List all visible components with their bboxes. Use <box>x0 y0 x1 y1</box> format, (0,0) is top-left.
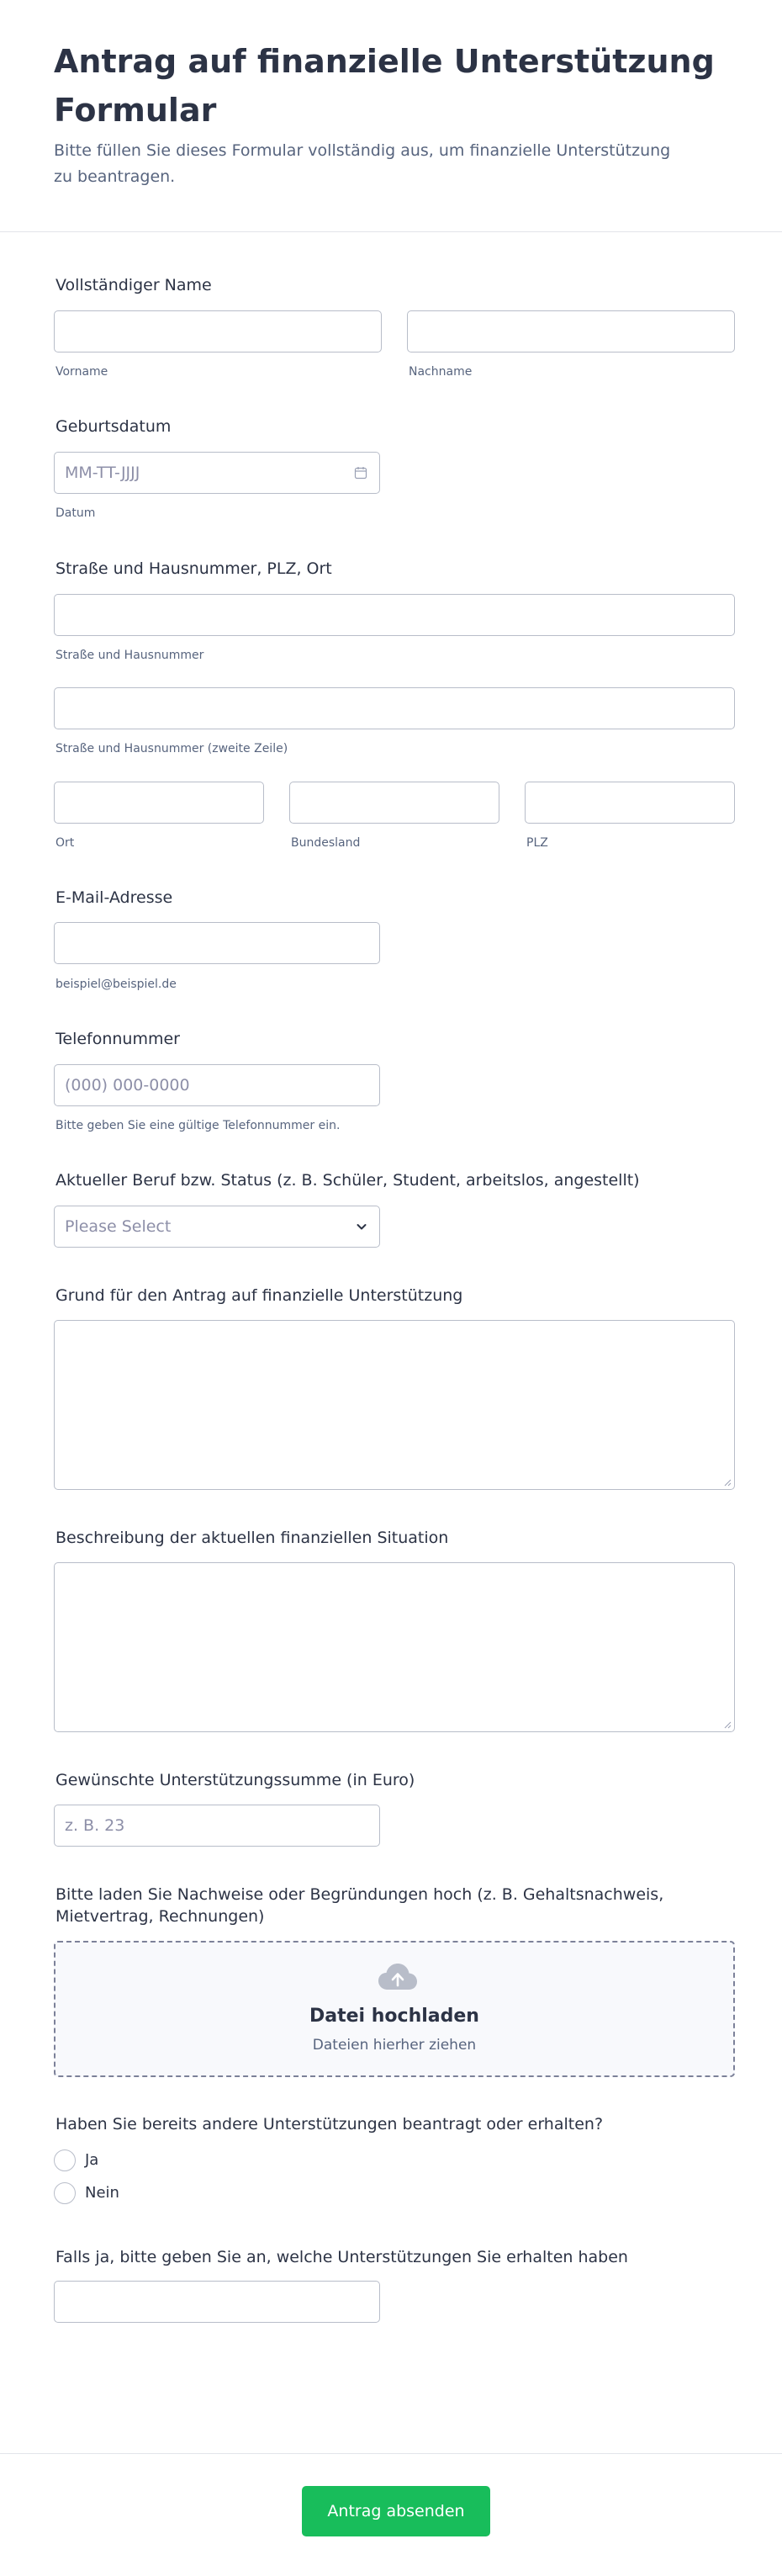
reason-textarea[interactable] <box>54 1320 735 1490</box>
amount-label: Gewünschte Unterstützungssumme (in Euro) <box>55 1771 415 1789</box>
state-input[interactable] <box>289 782 499 824</box>
city-input[interactable] <box>54 782 264 824</box>
amount-input[interactable] <box>54 1805 380 1847</box>
last-name-input[interactable] <box>407 310 735 352</box>
upload-title: Datei hochladen <box>309 2006 479 2027</box>
first-name-sublabel: Vorname <box>55 365 108 379</box>
upload-label: Bitte laden Sie Nachweise oder Begründungen hoch (z. B. Gehaltsnachweis, Mietvertrag, Rechnungen) <box>55 1885 664 1926</box>
file-upload-dropzone[interactable] <box>54 1941 735 2077</box>
upload-subtitle: Dateien hierher ziehen <box>312 2037 477 2054</box>
radio-nein-label[interactable]: Nein <box>85 2184 119 2202</box>
city-sublabel: Ort <box>55 836 75 850</box>
email-sublabel: beispiel@beispiel.de <box>55 978 177 991</box>
form-header <box>0 0 782 232</box>
zip-input[interactable] <box>525 782 735 824</box>
amount-placeholder: z. B. 23 <box>65 1816 125 1835</box>
street-input[interactable] <box>54 594 735 636</box>
first-name-input[interactable] <box>54 310 382 352</box>
situation-label: Beschreibung der aktuellen finanziellen Situation <box>55 1529 449 1547</box>
occupation-selected-value: Please Select <box>65 1217 172 1236</box>
street2-input[interactable] <box>54 687 735 729</box>
full-name-label: Vollständiger Name <box>55 276 212 294</box>
other-support-details-label: Falls ja, bitte geben Sie an, welche Unterstützungen Sie erhalten haben <box>55 2248 628 2266</box>
phone-placeholder: (000) 000-0000 <box>65 1076 190 1095</box>
resize-handle-icon[interactable] <box>723 1720 732 1729</box>
calendar-icon[interactable] <box>354 466 367 480</box>
birth-date-placeholder: MM-TT-JJJJ <box>65 464 140 482</box>
chevron-down-icon <box>356 1221 367 1232</box>
reason-label: Grund für den Antrag auf finanzielle Unterstützung <box>55 1286 463 1305</box>
address-label: Straße und Hausnummer, PLZ, Ort <box>55 559 332 578</box>
state-sublabel: Bundesland <box>291 836 361 850</box>
zip-sublabel: PLZ <box>526 836 548 850</box>
email-label: E-Mail-Adresse <box>55 888 173 907</box>
page-title: Antrag auf finanzielle Unterstützung Formular <box>54 43 715 129</box>
occupation-select[interactable] <box>54 1206 380 1248</box>
radio-nein[interactable] <box>54 2182 76 2204</box>
page-subtitle: Bitte füllen Sie dieses Formular vollständig aus, um finanzielle Unterstützung zu beantragen. <box>54 141 671 186</box>
phone-input[interactable] <box>54 1064 380 1106</box>
submit-button[interactable]: Antrag absenden <box>302 2486 490 2536</box>
birth-date-sublabel: Datum <box>55 506 96 520</box>
birth-date-label: Geburtsdatum <box>55 417 172 436</box>
cloud-upload-icon <box>378 1963 418 1991</box>
form-footer <box>0 2453 782 2576</box>
radio-ja-label[interactable]: Ja <box>85 2151 99 2169</box>
street-sublabel: Straße und Hausnummer <box>55 649 204 662</box>
phone-label: Telefonnummer <box>55 1030 180 1048</box>
other-support-label: Haben Sie bereits andere Unterstützungen beantragt oder erhalten? <box>55 2115 604 2133</box>
radio-ja[interactable] <box>54 2149 76 2171</box>
situation-textarea[interactable] <box>54 1562 735 1732</box>
other-support-details-input[interactable] <box>54 2281 380 2323</box>
occupation-label: Aktueller Beruf bzw. Status (z. B. Schüler, Student, arbeitslos, angestellt) <box>55 1171 640 1190</box>
phone-sublabel: Bitte geben Sie eine gültige Telefonnummer ein. <box>55 1119 341 1132</box>
email-input[interactable] <box>54 922 380 964</box>
last-name-sublabel: Nachname <box>409 365 473 379</box>
resize-handle-icon[interactable] <box>723 1478 732 1487</box>
birth-date-input[interactable] <box>54 452 380 494</box>
street2-sublabel: Straße und Hausnummer (zweite Zeile) <box>55 742 288 755</box>
